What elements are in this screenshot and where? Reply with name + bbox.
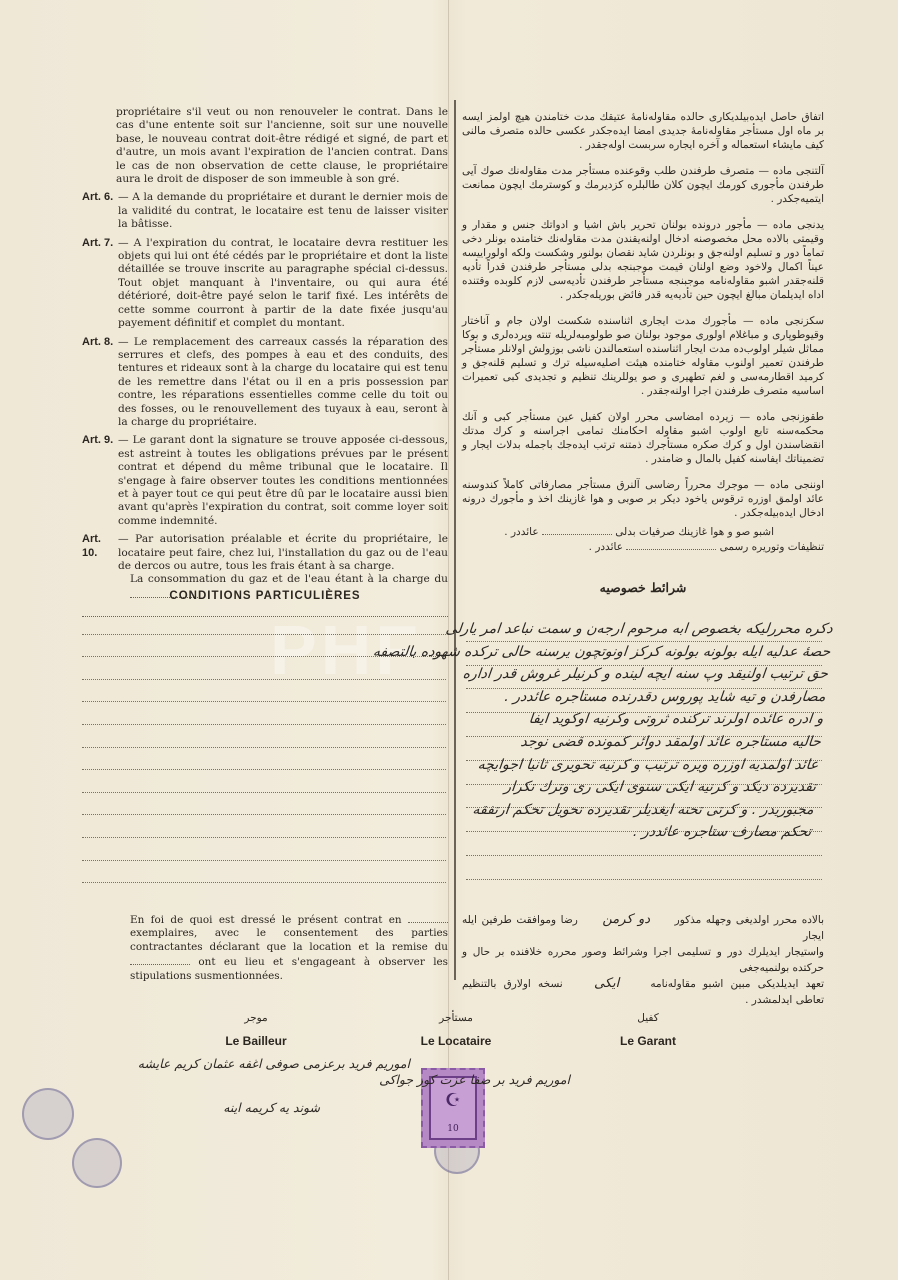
- garant-french: Le Garant: [619, 1034, 676, 1048]
- ottoman-articles: [462, 110, 824, 554]
- bailleur-signature: اموریم فرید برعزمی صوفی اغفه عثمان کریم عایشه: [137, 1056, 410, 1071]
- article-7: [82, 237, 448, 331]
- article-text: — Par autorisation préalable et écrite du propriétaire, le locataire peut faire, chez lui, l'installation du gaz ou de l'eau de dercos ou autre, tous les frais étant à sa charge.: [118, 533, 448, 572]
- handwritten-line: تحکم مصارف ستاجره عائددر .: [632, 824, 813, 841]
- en-foi-part-3: ont eu lieu et s'engageant à observer les stipulations susmentionnées.: [130, 956, 448, 982]
- blank-line: [82, 793, 446, 816]
- handwritten-line: مجبوریدر . و کرتی تحته ایغدیلر تقدیرده تحویل تحکم ارتفقه: [471, 801, 815, 818]
- handwritten-line: دکره محررلیکه بخصوص ابه مرحوم ارجه‌ن و سمت نباعد امر یارلی: [444, 621, 834, 637]
- closing-text: نسخه اولارق بالتنظیم تعاطی ایدلمشدر .: [462, 978, 824, 1006]
- ottoman-conditions-title: شرائط خصوصیه: [599, 580, 687, 595]
- handwritten-line: تقدیرده دیکد و کرنیه ایکی سنوی ایکی ری وترك تکرار: [503, 779, 817, 796]
- blank-fill-line: [626, 539, 716, 550]
- blank-line: [82, 861, 446, 884]
- article-5-continuation: propriétaire s'il veut ou non renouveler le contrat. Dans le cas d'une entente soit sur l'ancienne, soit sur une nouvelle base, le nouveau contrat doit-être rédigé et signé, de part et d'autre, un mois avant l'expiration de l'ancien contrat. Dans le cas de non observation de cette clause, le propriétaire aura le droit de disposer de son immeuble à son gré.: [116, 106, 448, 186]
- bailleur-signature-2: شوند یه کریمه اینه: [223, 1100, 320, 1115]
- closing-line-3: [462, 976, 824, 1008]
- handwritten-line: عائد اولمدیه اوزره ویره ترتیب و کرنیه تحویری ثانیا اجوایچه: [477, 756, 820, 773]
- watermark: PHF: [270, 611, 422, 689]
- handwritten-line: حاليه مستاجره عائد اولمقد دوائر کمونده قضی نوجد: [519, 733, 822, 750]
- article-8: [82, 336, 448, 430]
- blank-line: [82, 612, 446, 635]
- blank-line: [466, 856, 822, 880]
- ottoman-article-7: یدنجی ماده — مأجور درونده بولنان تحریر باش اشیا و ادواتك جنس و مقدار و وقیمتی بالاده محل مخصوصنه ادخال اولنه‌یقندن مدت مقاوله‌نك ختامنده بونلر دخی تماماً دور و تسلیم اولنه‌جق و بونلردن شاید نقصان بولنور وشکست ولکه اولوراییسه عیناً اکمال ولاخود وضع اولنان قیمت موجبنجه بدلی مستأجر طرفندن قدراً تأدیه قلنه‌جقدر اشبو مقاوله‌نامه موجبنجه مستأجر طرفندن تأدیه‌سی لازم کلوبده وقتنده اداه ایدیلمان مبالغ ایچون حین تأدیه‌یه قدر فائض بوریله‌جکدر .: [462, 219, 824, 301]
- blank-line: [82, 725, 446, 748]
- blank-line: [82, 680, 446, 703]
- closing-text: بالاده محرر اولدیغی وجهله مذکور: [674, 914, 825, 926]
- bailleur-label: [196, 1012, 316, 1048]
- blank-fill-line: [542, 524, 612, 535]
- garant-arabic: کفیل: [637, 1012, 659, 1024]
- closing-line-1: [462, 912, 824, 944]
- article-text: — A la demande du propriétaire et durant le dernier mois de la validité du contrat, le locataire est tenu de laisser visiter la bâtisse.: [118, 191, 448, 231]
- handwritten-line: حصهٔ عدلیه ایله بولونه بولونه کرکز اونوتچون یرسنه حالی ترکده شهوده بالتصفه: [372, 643, 832, 660]
- blank-line: [82, 838, 446, 861]
- en-foi-part-1: En foi de quoi est dressé le présent contrat en: [130, 914, 402, 926]
- ottoman-article-6: آلتنجی ماده — متصرف طرفندن طلب وقوعنده مستأجر مدت مقاوله‌نك صوك آیی طرفندن مأجوری کورمك ایچون کلان طالبلره کزدیرمك و کوسترمك ایچون ممانعت ایتمیه‌جکدر .: [462, 165, 824, 205]
- article-10: [82, 533, 448, 573]
- handwritten-line: حق ترتیب اولنیقد وپ سنه ایچه لینده و کرنیلر غروش قدر اداره: [461, 666, 829, 683]
- ottoman-article-10: اوننجی ماده — موجرك محرراً رضاسی آلنرق مستأجر مصارفاتی کاملاً کندوسنه عائد اولمق اوزره ترقوس یاخود دیکر بر صوبی و هوا غازینك اخذ و مأجورك درونه ادخال ایده‌بیله‌جکدر .: [462, 479, 824, 519]
- blank-fill-line: [130, 954, 190, 965]
- ottoman-article-5-continuation: اتفاق حاصل ایده‌بیلدیکاری حالده مقاوله‌نامهٔ عتیقك مدت ختامندن هیچ اولمز ایسه بر ماه اول مستأجر مقاوله‌نامهٔ جدیدی امضا ایده‌جکدر عکسی حالده متصرف مالنی کیف مایشاء استعماله و آخره ایجاره سربست اوله‌جقدر .: [462, 111, 824, 151]
- ink-seal: [72, 1138, 122, 1188]
- en-foi-part-2: exemplaires, avec le consentement des parties contractantes déclarant que la location et la remise du: [130, 927, 448, 953]
- locataire-french: Le Locataire: [420, 1034, 492, 1048]
- fee-suffix: عائددر .: [588, 541, 623, 553]
- blank-line: [82, 815, 446, 838]
- fee-suffix: عائددر .: [504, 526, 539, 538]
- blank-line: [82, 770, 446, 793]
- article-number: Art. 8.: [82, 335, 114, 348]
- locataire-arabic: مستأجر: [439, 1012, 473, 1024]
- handwritten-line: و ادره عائده اولرند ترکنده ثروتی وکرنیه اوکوید ایفا: [527, 711, 825, 728]
- center-divider-line: [454, 100, 456, 980]
- handwritten-fill: دو كرمن: [602, 912, 651, 927]
- article-text: — A l'expiration du contrat, le locataire devra restituer les objets qui lui ont été cédés par le propriétaire et dont la liste détaillée se trouve inscrite au paragraphe spécial ci-dessus. Tout objet manquant à l'inventaire, ou qui aura été détérioré, doit-être payé selon le tarif fixé. Les intérêts de cette somme courront à partir de la date fixée jusqu'au payement définitif et complet du montant.: [118, 236, 448, 330]
- locataire-label: [386, 1012, 526, 1048]
- article-9: [82, 434, 448, 528]
- fee-text: اشبو صو و هوا غازینك صرفیات بدلی: [615, 526, 774, 538]
- garant-label: [588, 1012, 708, 1048]
- article-number: Art. 9.: [82, 434, 114, 447]
- ottoman-article-9: طقوزنجی ماده — زیرده امضاسی محرر اولان کفیل عین مستأجر کبی و آنك محکمه‌سنه تابع اولوب اشبو مقاوله احکامنك تمامی اجراسنه و کرك مدتك انقضاسندن اول و کرك صکره مستأجرك ذمتنه ترتب ایده‌جك باجمله بدلات ایجار و تضمیناتك ایفاسنه کفیل بالمال و ضامندر .: [462, 411, 824, 465]
- blank-fill-line: [408, 912, 448, 923]
- closing-text: رضا وموافقت طرفین ایله ایجار: [462, 914, 824, 942]
- bailleur-french: Le Bailleur: [225, 1034, 287, 1048]
- article-6: [82, 191, 448, 231]
- article-number: Art. 10.: [82, 533, 101, 559]
- ottoman-fee-line-2: [462, 539, 824, 554]
- article-number: Art. 7.: [82, 236, 114, 249]
- ink-seal: [22, 1088, 74, 1140]
- bailleur-arabic: موجر: [244, 1012, 268, 1024]
- article-text: — Le remplacement des carreaux cassés la réparation des serrures et clefs, des pompes à eau et des conduits, des tentures et rideaux sont à la charge du locataire qui est tenu de les remettre dans l'état ou il en a pris possession par contre, les réparations essentielles comme celle du toit ou des fosses, ou le renouvellement des tuyaux à eau, seront à la charge du propriétaire.: [118, 335, 448, 428]
- stamp-value: 10: [447, 1124, 459, 1134]
- crescent-star-icon: ☪: [444, 1090, 462, 1111]
- blank-line: [82, 748, 446, 771]
- ottoman-fee-line-1: [462, 524, 824, 539]
- blank-line: [82, 702, 446, 725]
- ottoman-article-8: سکزنجی ماده — مأجورك مدت ایجاری اثناسنده شکست اولان جام و آناختار وقیوطوپاری و مباغلام اولوری موجود بولنان صو طولومبه‌لریله تنته وپرده‌لری و بوکا مماثل شیلر اولوب‌ده مدت ایجار اثناسنده استعمالندن ناشی بوزولش اولانلر مستأجر طرفندن تعمیر اولنوب مقاوله ختامنده هیئت اصلیه‌سیله ترك و تسلیم قلنه‌جق و کرمید اقطارمه‌سی و لغم تطهیری و صو یوللرینك تنظیم و تجدیدی کبی تعمیرات اساسیه متصرف طرفندن اجرا اولنه‌جقدر .: [462, 315, 824, 397]
- handwritten-line: مصارفدن و تیه شاید پوروس دقدرنده مستاجره عائددر .: [503, 688, 827, 705]
- locataire-signature: اموریم فرید بر صفا عزت کور جواکی: [379, 1072, 570, 1087]
- en-foi-clause: [130, 912, 448, 983]
- closing-line-2: واستیجار ایدیلرك دور و تسلیمی اجرا وشرائط وصور محرره خلافنده بر حال و حرکتده بولنمیه‌جغی: [462, 946, 824, 974]
- fee-text: تنظیفات وتوریره رسمی: [719, 541, 824, 553]
- closing-text: تعهد ایدیلدیکی مبین اشبو مقاوله‌نامه: [650, 978, 824, 990]
- article-text: — Le garant dont la signature se trouve apposée ci-dessous, est astreint à toutes les obligations prévues par le présent contrat et dépend du même tribunal que le locataire. Il s'engage à faire observer toutes les conditions mentionnées et à payer tout ce qui peut être dû par le locataire aussi bien avant qu'après l'expiration du contrat, soit comme loyer soit comme indemnité.: [118, 434, 448, 527]
- article-number: Art. 6.: [82, 191, 114, 204]
- handwritten-conditions: [372, 618, 834, 844]
- ottoman-closing-clause: [462, 912, 824, 1008]
- french-articles: [82, 106, 448, 617]
- handwritten-fill: ایکی: [593, 976, 620, 991]
- consumption-text: La consommation du gaz et de l'eau étant à la charge du: [130, 573, 448, 586]
- conditions-title: CONDITIONS PARTICULIÈRES: [169, 590, 361, 602]
